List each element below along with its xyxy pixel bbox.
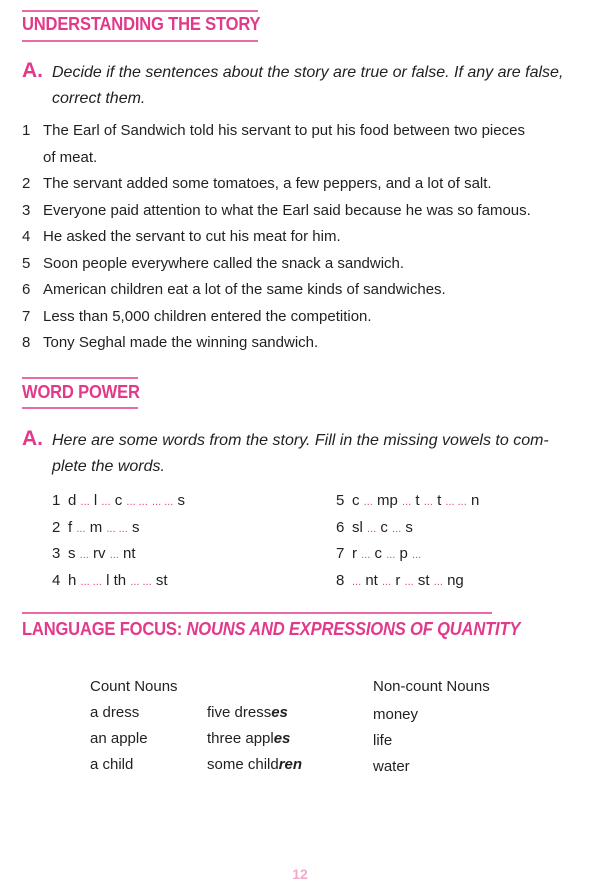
- word-fragment: rv: [93, 545, 106, 562]
- word-fragment: t: [437, 492, 442, 509]
- word-fragment: r: [395, 571, 401, 589]
- page-number: 12: [292, 866, 308, 882]
- missing-vowel-blank: ...: [423, 496, 433, 508]
- word-fragment: r: [352, 545, 357, 562]
- statement-item: [22, 330, 592, 357]
- statement-text: He asked the servant to cut his meat for him.: [43, 228, 341, 245]
- missing-vowel-blank: ...: [412, 549, 422, 561]
- vowel-word-item: [336, 541, 421, 568]
- title-plain: LANGUAGE FOCUS:: [22, 619, 187, 639]
- statement-number: 3: [22, 201, 31, 219]
- word-fragment: m: [89, 518, 103, 536]
- word-number: 8: [336, 571, 345, 589]
- statement-number: 2: [22, 175, 31, 192]
- plural-noun: [207, 726, 290, 752]
- missing-vowel-blank: ...: [367, 522, 377, 535]
- section-rule-top: [22, 377, 138, 379]
- plural-noun: [207, 700, 288, 726]
- title-italic: NOUNS AND EXPRESSIONS OF QUANTITY: [186, 619, 521, 639]
- plural-stem: five dress: [207, 704, 272, 721]
- missing-vowel-blank: ... ...: [106, 522, 128, 535]
- word-number: 3: [52, 545, 61, 562]
- instruction-a-2: [22, 426, 582, 480]
- count-nouns-header: Count Nouns: [90, 678, 178, 695]
- instruction-a-1: [22, 58, 582, 112]
- section-title-language-focus: [22, 619, 520, 640]
- statement-item: [22, 171, 592, 198]
- missing-vowel-blank: ... ...: [130, 575, 152, 588]
- word-fragment: s: [177, 492, 186, 509]
- vowel-word-item: [52, 568, 168, 595]
- missing-vowel-blank: ...: [352, 575, 362, 588]
- statement-item: [22, 224, 592, 251]
- singular-noun: an apple: [90, 730, 148, 747]
- vowel-word-item: [52, 488, 185, 515]
- vowel-word-item: [336, 488, 479, 515]
- missing-vowel-blank: ... ...: [151, 496, 174, 508]
- noncount-noun: money: [373, 706, 419, 723]
- noncount-noun: water: [373, 758, 410, 775]
- section-rule-top: [22, 612, 492, 614]
- word-fragment: sl: [352, 518, 363, 536]
- instruction-text-cont: correct them.: [52, 90, 146, 107]
- word-fragment: s: [68, 545, 76, 562]
- word-fragment: st: [155, 571, 168, 589]
- missing-vowel-blank: ...: [101, 496, 111, 508]
- statement-number: 5: [22, 254, 31, 272]
- word-fragment: f: [68, 518, 73, 536]
- statement-item: [22, 304, 592, 331]
- word-fragment: d: [68, 492, 77, 509]
- missing-vowel-blank: ... ...: [445, 496, 467, 508]
- statement-text: Less than 5,000 children entered the competition.: [43, 307, 372, 325]
- statement-item: [22, 118, 592, 171]
- vowel-word-item: [52, 541, 136, 568]
- section-rule-bottom: [22, 407, 138, 409]
- plural-noun: [207, 752, 302, 778]
- missing-vowel-blank: ...: [361, 549, 371, 561]
- section-title-understanding: UNDERSTANDING THE STORY: [22, 14, 261, 34]
- true-false-list: [22, 118, 592, 357]
- statement-item: [22, 198, 592, 225]
- word-fragment: p: [399, 545, 408, 562]
- word-fragment: ng: [447, 571, 464, 589]
- word-fragment: c: [374, 545, 383, 562]
- noncount-noun: life: [373, 732, 393, 749]
- word-fragment: st: [417, 571, 430, 589]
- word-number: 6: [336, 518, 345, 536]
- plural-stem: some child: [207, 756, 279, 773]
- word-fragment: s: [131, 518, 140, 536]
- missing-vowel-blank: ...: [363, 496, 373, 508]
- missing-vowel-blank: ...: [402, 496, 412, 508]
- statement-text: Tony Seghal made the winning sandwich.: [43, 334, 319, 351]
- vowel-word-item: [336, 568, 464, 595]
- section-rule-bottom: [22, 40, 258, 42]
- plural-ending: es: [273, 730, 291, 747]
- plural-stem: three appl: [207, 730, 274, 747]
- statement-text: Soon people everywhere called the snack a sandwich.: [43, 254, 405, 272]
- statement-text-cont: of meat.: [43, 148, 98, 166]
- plural-ending: es: [271, 704, 288, 721]
- missing-vowel-blank: ...: [109, 549, 119, 561]
- word-fragment: nt: [365, 571, 378, 589]
- exercise-letter: A.: [22, 427, 43, 450]
- singular-noun: a dress: [90, 704, 140, 721]
- word-fragment: h: [68, 571, 77, 589]
- noncount-nouns-header: Non-count Nouns: [373, 678, 490, 695]
- word-fragment: n: [470, 492, 480, 509]
- word-fragment: nt: [123, 545, 136, 562]
- statement-number: 7: [22, 307, 31, 325]
- word-fragment: mp: [377, 492, 398, 509]
- plural-ending: ren: [278, 756, 303, 773]
- singular-noun: a child: [90, 756, 134, 773]
- vowel-word-item: [336, 515, 413, 542]
- instruction-text: Here are some words from the story. Fill in the missing vowels to com-: [52, 432, 549, 449]
- statement-text: Everyone paid attention to what the Earl said because he was so famous.: [43, 201, 531, 219]
- word-fragment: t: [415, 492, 420, 509]
- vowel-word-item: [52, 515, 139, 542]
- word-number: 5: [336, 492, 345, 509]
- word-number: 4: [52, 571, 61, 589]
- missing-vowel-blank: ... ...: [126, 496, 148, 508]
- word-fragment: c: [114, 492, 123, 509]
- missing-vowel-blank: ... ...: [80, 575, 102, 588]
- missing-vowel-blank: ...: [392, 522, 402, 535]
- section-title-word-power: WORD POWER: [22, 382, 140, 402]
- statement-text: American children eat a lot of the same kinds of sandwiches.: [43, 281, 446, 298]
- word-number: 1: [52, 492, 61, 509]
- word-fragment: c: [352, 492, 360, 509]
- statement-item: [22, 251, 592, 278]
- statement-number: 8: [22, 334, 31, 351]
- missing-vowel-blank: ...: [404, 575, 414, 588]
- missing-vowel-blank: ...: [433, 575, 443, 588]
- word-number: 7: [336, 545, 345, 562]
- missing-vowel-blank: ...: [80, 496, 90, 508]
- word-fragment: s: [405, 518, 413, 536]
- missing-vowel-blank: ...: [382, 575, 392, 588]
- word-fragment: l th: [106, 571, 127, 589]
- section-rule-top: [22, 10, 258, 12]
- statement-item: [22, 277, 592, 304]
- exercise-letter: A.: [22, 59, 43, 82]
- statement-number: 1: [22, 122, 31, 139]
- word-fragment: l: [93, 492, 98, 509]
- statement-number: 4: [22, 228, 31, 245]
- statement-number: 6: [22, 281, 31, 298]
- missing-vowel-blank: ...: [76, 522, 86, 535]
- word-number: 2: [52, 518, 61, 536]
- missing-vowel-blank: ...: [386, 549, 396, 561]
- statement-text: The servant added some tomatoes, a few peppers, and a lot of salt.: [43, 175, 492, 192]
- instruction-text: Decide if the sentences about the story are true or false. If any are false,: [52, 64, 564, 81]
- statement-text: The Earl of Sandwich told his servant to put his food between two pieces: [43, 122, 525, 139]
- word-fragment: c: [380, 518, 388, 536]
- missing-vowel-blank: ...: [79, 549, 89, 561]
- instruction-text-cont: plete the words.: [52, 458, 165, 475]
